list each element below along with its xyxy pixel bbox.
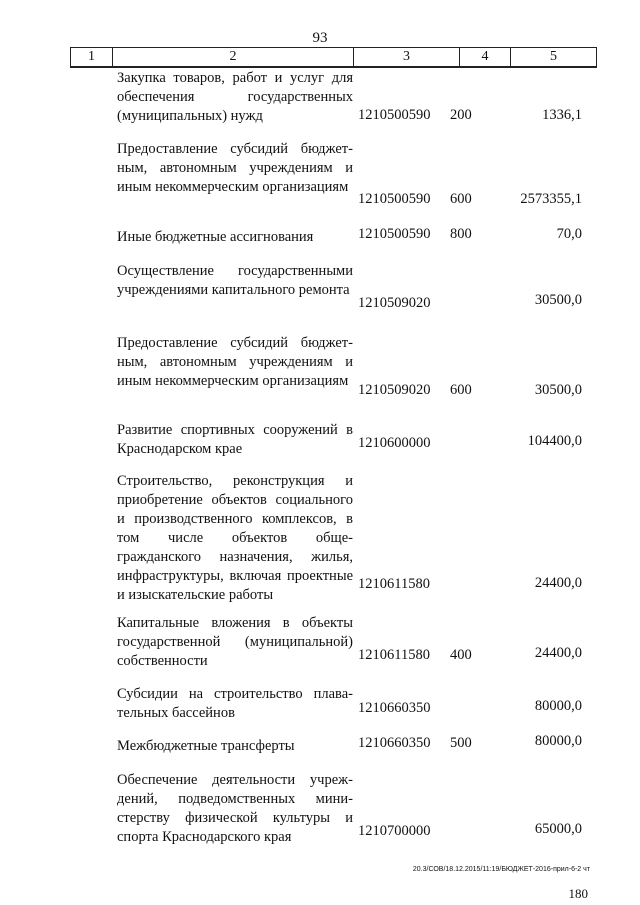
row-description: Иные бюджетные ассигнования <box>117 229 314 245</box>
row-code: 1210500590 <box>358 107 431 123</box>
row-code: 1210600000 <box>358 435 431 451</box>
row-description: Капитальные вложения в объекты государственной (муниципальной) собственности <box>117 615 353 669</box>
row-description: Осуществление государственными учреждениями капитального ремонта <box>117 263 353 298</box>
row-type: 800 <box>450 226 472 242</box>
page-number: 93 <box>312 30 328 46</box>
row-amount: 2573355,1 <box>520 191 582 207</box>
table-header <box>70 47 597 68</box>
row-type: 600 <box>450 191 472 207</box>
row-amount: 1336,1 <box>542 107 582 123</box>
row-type: 600 <box>450 382 472 398</box>
row-code: 1210660350 <box>358 700 431 716</box>
row-description: Строительство, реконструкция и приобретение объектов социального и производственного комплексов, в том числе объектов общегражданского назначения, жилья, инфраструктуры, включая проектные и изыскательские работы <box>117 473 353 603</box>
row-code: 1210500590 <box>358 226 431 242</box>
row-amount: 30500,0 <box>534 382 582 398</box>
row-type: 500 <box>450 735 472 751</box>
row-code: 1210660350 <box>358 735 431 751</box>
row-description: Развитие спортивных сооружений в Краснодарском крае <box>117 422 353 457</box>
row-description: Межбюджетные трансферты <box>117 738 295 754</box>
row-code: 1210509020 <box>358 295 431 311</box>
row-amount: 80000,0 <box>534 698 582 714</box>
footer-file-reference: 20.3/СОВ/18.12.2015/11:19/БЮДЖЕТ-2016-прил-6-2 чт <box>412 866 590 873</box>
row-amount: 30500,0 <box>534 292 582 308</box>
row-amount: 104400,0 <box>527 433 582 449</box>
row-amount: 70,0 <box>556 226 582 242</box>
row-code: 1210509020 <box>358 382 431 398</box>
row-amount: 24400,0 <box>534 575 582 591</box>
header-col-2: 2 <box>113 48 354 66</box>
corner-page-mark: 180 <box>568 886 588 901</box>
row-amount: 65000,0 <box>534 821 582 837</box>
row-description: Предоставление субсидий бюджетным, автономным учреждениям и иным некоммерческим организациям <box>117 141 353 195</box>
row-amount: 24400,0 <box>534 645 582 661</box>
row-code: 1210611580 <box>358 576 430 592</box>
row-description: Закупка товаров, работ и услуг для обеспечения государственных (муниципальных) нужд <box>117 70 353 124</box>
row-amount: 80000,0 <box>534 733 582 749</box>
header-col-4: 4 <box>460 48 511 66</box>
row-type: 400 <box>450 647 472 663</box>
header-col-1: 1 <box>71 48 113 66</box>
row-description: Субсидии на строительство плавательных бассейнов <box>117 686 353 721</box>
row-code: 1210500590 <box>358 191 431 207</box>
row-description: Обеспечение деятельности учреждений, подведомственных министерству физической культуры и спорта Краснодарского края <box>117 772 353 845</box>
row-code: 1210700000 <box>358 823 431 839</box>
header-col-3: 3 <box>354 48 460 66</box>
header-col-5: 5 <box>550 49 557 64</box>
row-code: 1210611580 <box>358 647 430 663</box>
row-type: 200 <box>450 107 472 123</box>
row-description: Предоставление субсидий бюджетным, автономным учреждениям и иным некоммерческим организациям <box>117 335 353 389</box>
